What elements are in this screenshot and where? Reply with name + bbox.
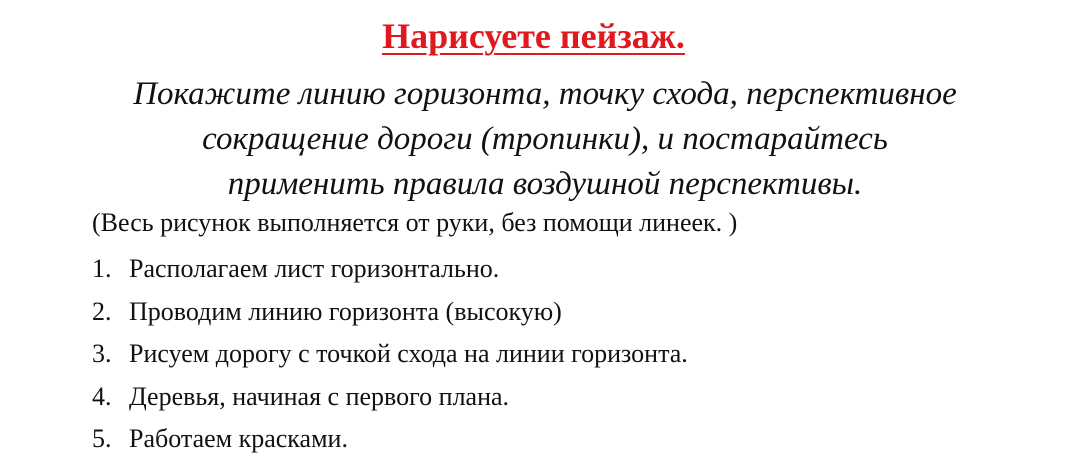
instructions-line-2: сокращение дороги (тропинки), и постарайтесь xyxy=(202,121,888,157)
step-text: Деревья, начиная с первого плана. xyxy=(129,381,510,411)
note-text: (Весь рисунок выполняется от руки, без помощи линеек. ) xyxy=(92,208,738,237)
step-number: 5. xyxy=(92,424,112,453)
list-item xyxy=(92,418,688,461)
instructions-paragraph xyxy=(60,72,1030,207)
step-number: 2. xyxy=(92,296,112,326)
step-text: Располагаем лист горизонтально. xyxy=(129,254,500,283)
steps-list xyxy=(92,248,688,461)
step-text: Работаем красками. xyxy=(129,424,348,453)
step-number: 1. xyxy=(92,254,112,283)
list-item xyxy=(92,291,688,334)
list-item xyxy=(92,376,688,419)
step-text: Рисуем дорогу с точкой схода на линии горизонта. xyxy=(129,339,688,368)
page-title: Нарисуете пейзаж. xyxy=(382,16,685,56)
instructions-line-3: применить правила воздушной перспективы. xyxy=(227,166,863,202)
instructions-line-1: Покажите линию горизонта, точку схода, перспективное xyxy=(133,76,957,112)
list-item xyxy=(92,333,688,376)
step-text: Проводим линию горизонта (высокую) xyxy=(129,296,562,326)
step-number: 4. xyxy=(92,381,112,411)
step-number: 3. xyxy=(92,339,112,368)
list-item xyxy=(92,248,688,291)
